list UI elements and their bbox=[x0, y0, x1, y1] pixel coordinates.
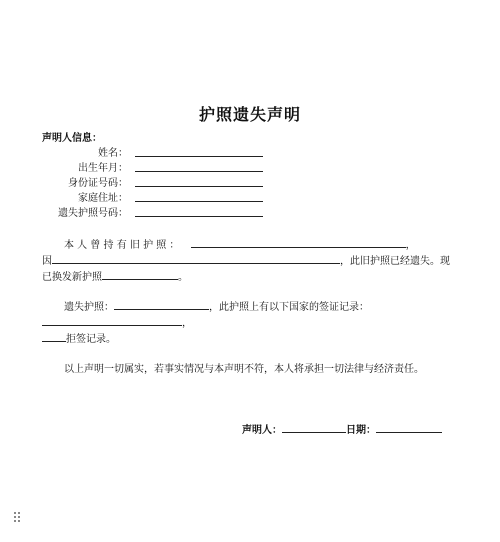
field-row-lost-passport bbox=[0, 204, 300, 218]
para-visa-records bbox=[42, 314, 192, 329]
blank-visa-records[interactable] bbox=[42, 314, 182, 326]
blank-old-passport[interactable] bbox=[191, 236, 406, 248]
field-label-name: 姓名： bbox=[98, 148, 128, 159]
field-row-name bbox=[0, 144, 300, 158]
declaration-text: 以上声明一切属实，若事实情况与本声明不符，本人将承担一切法律与经济责任。 bbox=[64, 364, 424, 375]
declarant-label: 声明人： bbox=[242, 425, 282, 436]
blank-date[interactable] bbox=[376, 421, 442, 433]
field-row-address bbox=[0, 189, 300, 203]
field-row-id bbox=[0, 174, 300, 188]
para-reason bbox=[42, 252, 450, 267]
field-blank-address[interactable] bbox=[135, 201, 263, 202]
para-new-passport-suffix: 。 bbox=[178, 272, 188, 283]
field-row-birth bbox=[0, 159, 300, 173]
section-label-declarant-info: 声明人信息： bbox=[42, 133, 102, 144]
document-title: 护照遗失声明 bbox=[198, 105, 301, 124]
para-reason-suffix: ，此旧护照已经遗失。现 bbox=[340, 256, 450, 267]
field-label-address: 家庭住址： bbox=[78, 193, 128, 204]
para-new-passport-prefix: 已换发新护照 bbox=[42, 272, 102, 283]
para-lost-passport-prefix: 遗失护照： bbox=[64, 302, 114, 313]
para-refusal-records-text: 拒签记录。 bbox=[66, 334, 116, 345]
para-visa-records-comma: ， bbox=[182, 318, 192, 329]
signature-row bbox=[242, 421, 442, 436]
field-blank-lost-passport[interactable] bbox=[135, 216, 263, 217]
blank-reason[interactable] bbox=[52, 252, 340, 264]
field-blank-name[interactable] bbox=[135, 156, 263, 157]
field-blank-id[interactable] bbox=[135, 186, 263, 187]
para-old-passport-comma: ， bbox=[405, 240, 416, 251]
para-old-passport-text: 本 人 曾 持 有 旧 护 照 ： bbox=[64, 240, 180, 251]
para-reason-prefix: 因 bbox=[42, 256, 52, 267]
field-label-id: 身份证号码： bbox=[68, 178, 128, 189]
blank-new-passport[interactable] bbox=[102, 268, 178, 280]
date-label: 日期： bbox=[346, 425, 376, 436]
para-refusal-records bbox=[42, 330, 116, 345]
field-label-birth: 出生年月： bbox=[78, 163, 128, 174]
blank-declarant[interactable] bbox=[282, 421, 346, 433]
blank-lost-passport[interactable] bbox=[114, 298, 209, 310]
para-lost-passport-suffix: ，此护照上有以下国家的签证记录： bbox=[209, 302, 369, 313]
drag-handle-icon[interactable] bbox=[14, 512, 20, 522]
para-old-passport bbox=[64, 236, 416, 251]
field-label-lost-passport: 遗失护照号码： bbox=[58, 208, 128, 219]
para-lost-passport bbox=[64, 298, 369, 313]
blank-refusal-records[interactable] bbox=[42, 330, 66, 342]
field-blank-birth[interactable] bbox=[135, 171, 263, 172]
para-new-passport bbox=[42, 268, 188, 283]
